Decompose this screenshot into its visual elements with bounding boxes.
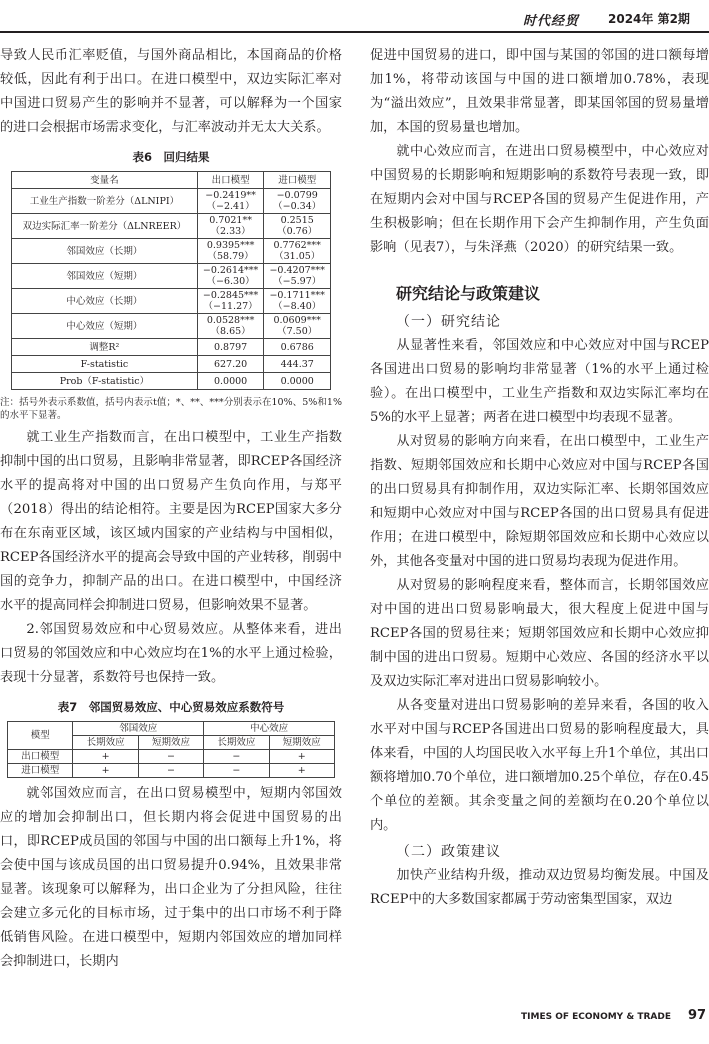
table-cell: 进口模型	[8, 764, 73, 778]
table-header-cell: 变量名	[12, 172, 198, 189]
header-rule	[0, 31, 709, 33]
table-row	[12, 189, 331, 214]
table-row	[12, 373, 331, 390]
table-cell: −0.2419** （−2.41）	[197, 189, 264, 214]
table-cell: 邻国效应（短期）	[12, 264, 198, 289]
table-header-cell: 进口模型	[264, 172, 331, 189]
table-cell: +	[73, 750, 138, 764]
table-header-cell: 中心效应	[204, 722, 335, 736]
table-cell: 工业生产指数一阶差分（ΔLNIPI）	[12, 189, 198, 214]
table-header-cell: 邻国效应	[73, 722, 204, 736]
table-row	[12, 339, 331, 356]
table-cell: 0.9395*** （58.79）	[197, 239, 264, 264]
journal-title: 时代经贸	[523, 14, 580, 29]
table-row	[12, 356, 331, 373]
table-cell: 调整R²	[12, 339, 198, 356]
table-header-row	[8, 722, 335, 736]
table-header-row	[12, 172, 331, 189]
table7	[7, 721, 335, 778]
table-header-cell: 长期效应	[204, 736, 269, 750]
paragraph: 从显著性来看，邻国效应和中心效应对中国与RCEP各国进出口贸易的影响均非常显著（1%的水平上通过检验）。在出口模型中，工业生产指数和双边实际汇率均在5%的水平上显著；两者在进口模型中均表现不显著。	[370, 338, 709, 425]
table-cell: 邻国效应（长期）	[12, 239, 198, 264]
table-cell: −0.2845*** （−11.27）	[197, 289, 264, 314]
table7-body	[8, 750, 335, 778]
paragraph: 导致人民币汇率贬值，与国外商品相比，本国商品的价格较低，因此有利于出口。在进口模型中，双边实际汇率对中国进口贸易产生的影响并不显著，可以解释为一个国家的进口会根据市场需求变化，与汇率波动并无太大关系。	[0, 48, 342, 135]
table-cell: 0.7021** （2.33）	[197, 214, 264, 239]
paragraph: 就邻国效应而言，在出口贸易模型中，短期内邻国效应的增加会抑制出口，但长期内将会促进中国贸易的出口，即RCEP成员国的邻国与中国的出口额每上升1%，将会使中国与该成员国的出口贸易提升0.94%，且效果非常显著。该现象可以解释为，出口企业为了分担风险，往往会建立多元化的目标市场，过于集中的出口市场不利于降低销售风险。在进口模型中，短期内邻国效应的增加同样会抑制进口，长期内	[0, 786, 342, 969]
footer-journal-en: TIMES OF ECONOMY & TRADE	[521, 1012, 671, 1022]
table-cell: 出口模型	[8, 750, 73, 764]
table-cell: +	[73, 764, 138, 778]
table-row	[12, 289, 331, 314]
table6-caption: 表6 回归结果	[132, 150, 210, 164]
table-cell: −	[204, 750, 269, 764]
table-cell: 中心效应（长期）	[12, 289, 198, 314]
paragraph: 从对贸易的影响方向来看，在出口模型中，工业生产指数、短期邻国效应和长期中心效应对中国与RCEP各国的出口贸易具有抑制作用，双边实际汇率、长期邻国效应和短期中心效应对中国与RCEP各国的出口贸易具有促进作用；在进口模型中，除短期邻国效应和长期中心效应以外，其他各变量对中国的进口贸易均表现为促进作用。	[370, 434, 709, 569]
table-header-cell: 模型	[8, 722, 73, 750]
table-cell: −0.0799 （−0.34）	[264, 189, 331, 214]
page-number: 97	[688, 1008, 707, 1023]
paragraph: 就中心效应而言，在进出口贸易模型中，中心效应对中国贸易的长期影响和短期影响的系数符号表现一致，即在短期内会对中国与RCEP各国的贸易产生促进作用，产生积极影响；但在长期作用下会产生抑制作用，产生负面影响（见表7），与朱泽燕（2020）的研究结果一致。	[370, 144, 709, 255]
table-cell: 0.0000	[197, 373, 264, 390]
subsection-heading: （二）政策建议	[396, 844, 501, 860]
table-row	[8, 750, 335, 764]
table-cell: +	[269, 750, 334, 764]
table-cell: Prob（F-statistic）	[12, 373, 198, 390]
table-cell: −	[204, 764, 269, 778]
table6	[11, 171, 331, 390]
table-header-cell: 短期效应	[138, 736, 203, 750]
table-cell: 0.7762*** （31.05）	[264, 239, 331, 264]
table-row	[12, 239, 331, 264]
table-cell: F-statistic	[12, 356, 198, 373]
table-cell: 中心效应（短期）	[12, 314, 198, 339]
table-cell: −	[138, 764, 203, 778]
table-cell: −	[138, 750, 203, 764]
table-header-cell: 长期效应	[73, 736, 138, 750]
table-cell: 0.6786	[264, 339, 331, 356]
table-cell: 627.20	[197, 356, 264, 373]
left-column	[0, 44, 342, 974]
table-cell: 0.0609*** （7.50）	[264, 314, 331, 339]
paragraph: 从各变量对进出口贸易影响的差异来看，各国的收入水平对中国与RCEP各国进出口贸易的影响程度最大，具体来看，中国的人均国民收入水平每上升1个单位，其出口额将增加0.70个单位，进口额增加0.25个单位，存在0.45个单位的差额。其余变量之间的差额均在0.20个单位以内。	[370, 698, 709, 833]
paragraph: 从对贸易的影响程度来看，整体而言，长期邻国效应对中国的进出口贸易影响最大，很大程度上促进中国与RCEP各国的贸易往来；短期邻国效应和长期中心效应抑制中国的进出口贸易。短期中心效应、各国的经济水平以及双边实际汇率对进出口贸易影响较小。	[370, 578, 709, 689]
paragraph: 2.邻国贸易效应和中心贸易效应。从整体来看，进出口贸易的邻国效应和中心效应均在1%的水平上通过检验，表现十分显著，系数符号也保持一致。	[0, 622, 342, 685]
table-row	[12, 314, 331, 339]
table-cell: 444.37	[264, 356, 331, 373]
table-cell: −0.2614*** （−6.30）	[197, 264, 264, 289]
table-header-cell: 出口模型	[197, 172, 264, 189]
table-row	[12, 264, 331, 289]
table-cell: 0.8797	[197, 339, 264, 356]
table6-body	[12, 189, 331, 390]
table-header-cell: 短期效应	[269, 736, 334, 750]
issue-label: 2024年 第2期	[608, 12, 690, 26]
table-row	[12, 214, 331, 239]
section-heading: 研究结论与政策建议	[396, 284, 541, 303]
table-cell: 0.0000	[264, 373, 331, 390]
paragraph: 就工业生产指数而言，在出口模型中，工业生产指数抑制中国的出口贸易，且影响非常显著，即RCEP各国经济水平的提高将对中国的出口贸易产生负向作用，与郑平（2018）得出的结论相符。主要是因为RCEP国家大多分布在东南亚区域，该区域内国家的产业结构与中国相似，RCEP各国经济水平的提高会导致中国的产业转移，削弱中国的竞争力，抑制产品的出口。在进口模型中，中国经济水平的提高同样会抑制进口贸易，但影响效果不显著。	[0, 430, 342, 613]
table-cell: −0.4207*** （−5.97）	[264, 264, 331, 289]
table-cell: −0.1711*** （−8.40）	[264, 289, 331, 314]
paragraph: 加快产业结构升级，推动双边贸易均衡发展。中国及RCEP中的大多数国家都属于劳动密集型国家，双边	[370, 868, 709, 907]
subsection-heading: （一）研究结论	[396, 314, 501, 330]
right-column	[370, 44, 709, 912]
table-cell: 0.0528*** （8.65）	[197, 314, 264, 339]
table6-note: 注：括号外表示系数值，括号内表示t值；*、**、***分别表示在10%、5%和1%的水平下显著。	[0, 397, 342, 421]
table-row	[8, 764, 335, 778]
table-cell: 0.2515 （0.76）	[264, 214, 331, 239]
paragraph: 促进中国贸易的进口，即中国与某国的邻国的进口额每增加1%，将带动该国与中国的进口额增加0.78%，表现为“溢出效应”，且效果非常显著，即某国邻国的贸易量增加，本国的贸易量也增加。	[370, 48, 709, 135]
table7-caption: 表7 邻国贸易效应、中心贸易效应系数符号	[57, 700, 285, 714]
table-cell: 双边实际汇率一阶差分（ΔLNREER）	[12, 214, 198, 239]
table-cell: +	[269, 764, 334, 778]
page-header	[0, 0, 709, 38]
